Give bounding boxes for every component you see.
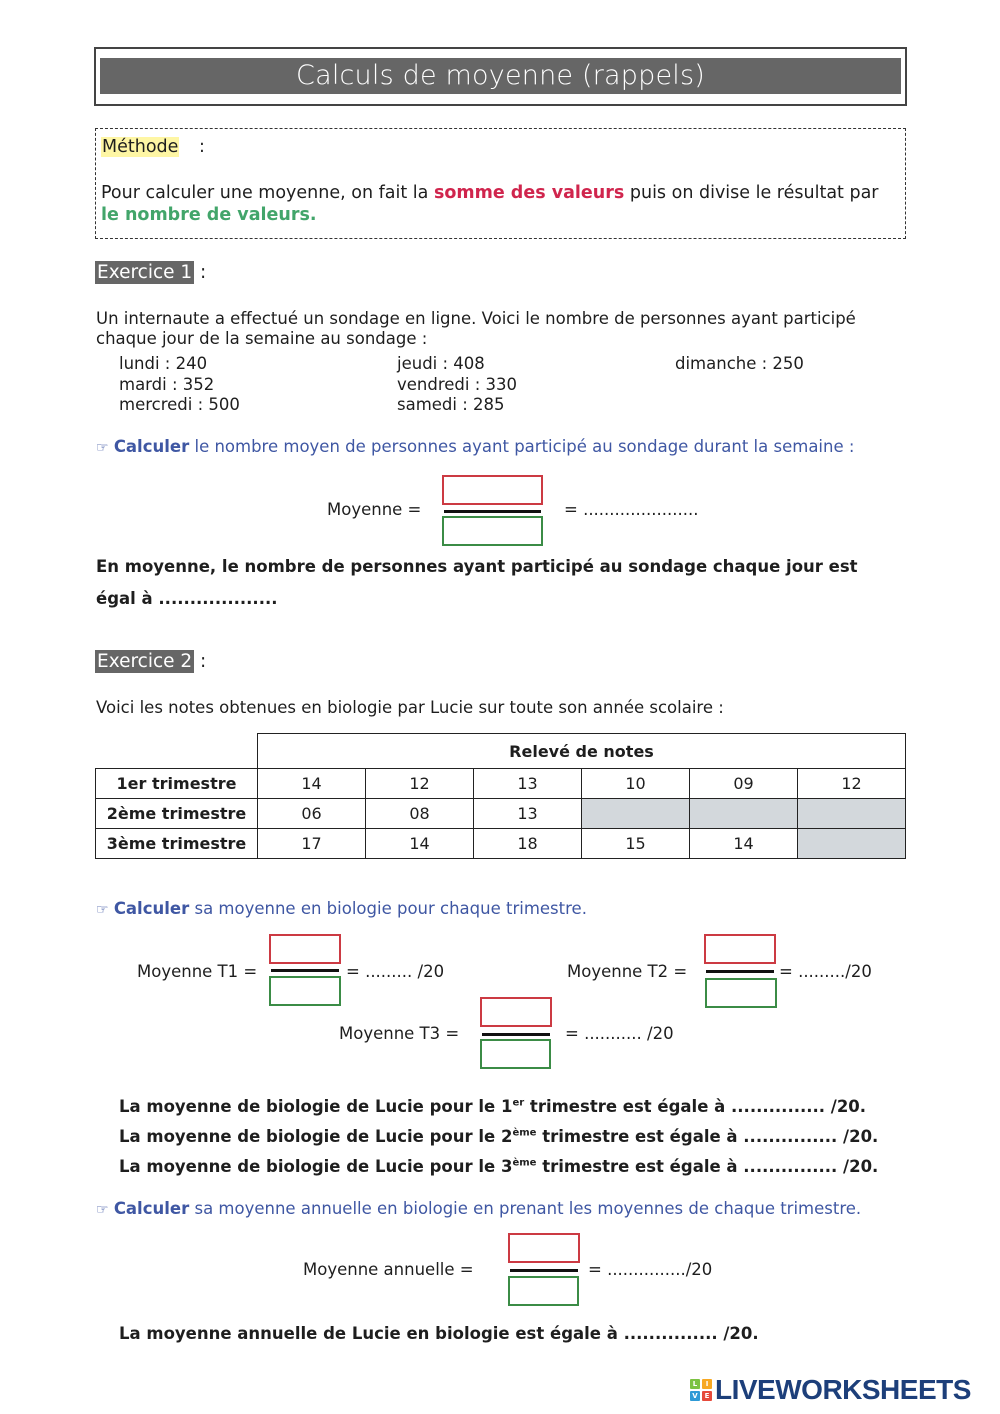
formula-result[interactable]: = ......................	[564, 500, 699, 519]
day-lundi: lundi : 240	[119, 354, 208, 373]
method-text: Pour calculer une moyenne, on fait la somme des valeurs puis on divise le résultat par le nombre de valeurs.	[101, 183, 879, 225]
exercise2-heading: Exercice 2 :	[97, 651, 207, 672]
formula-t2-label: Moyenne T2 =	[567, 962, 688, 981]
empty-grade-cell	[690, 799, 798, 829]
grade-cell: 14	[690, 829, 798, 859]
exercise1-instruction: ☞ Calculer le nombre moyen de personnes ayant participé au sondage durant la semaine :	[96, 437, 855, 456]
grade-cell: 06	[258, 799, 366, 829]
fraction-bar	[482, 1033, 550, 1036]
t1-numerator-input[interactable]	[269, 934, 341, 964]
exercise2-intro: Voici les notes obtenues en biologie par Lucie sur toute son année scolaire :	[96, 698, 724, 717]
grades-table	[95, 733, 906, 859]
exercise1-conclusion-line2[interactable]: égal à ...................	[96, 589, 278, 608]
grade-cell: 18	[474, 829, 582, 859]
annual-conclusion[interactable]: La moyenne annuelle de Lucie en biologie est égale à ............... /20.	[119, 1324, 759, 1343]
formula-annual-label: Moyenne annuelle =	[303, 1260, 474, 1279]
table-header-row	[96, 734, 906, 769]
pointing-hand-icon: ☞	[96, 1202, 109, 1218]
exercise2-instruction1: ☞ Calculer sa moyenne en biologie pour chaque trimestre.	[96, 899, 587, 918]
t2-denominator-input[interactable]	[705, 978, 777, 1008]
t1-denominator-input[interactable]	[269, 976, 341, 1006]
annual-numerator-input[interactable]	[508, 1233, 580, 1263]
grade-cell: 10	[582, 769, 690, 799]
page-title: Calculs de moyenne (rappels)	[100, 58, 901, 94]
denominator-input[interactable]	[442, 516, 543, 546]
grade-cell: 13	[474, 769, 582, 799]
grade-cell: 09	[690, 769, 798, 799]
fraction-bar	[706, 970, 774, 973]
day-dimanche: dimanche : 250	[675, 354, 804, 373]
method-label: Méthode	[102, 137, 179, 157]
grade-cell: 17	[258, 829, 366, 859]
day-jeudi: jeudi : 408	[397, 354, 485, 373]
table-header: Relevé de notes	[258, 734, 906, 769]
exercise1-intro: Un internaute a effectué un sondage en ligne. Voici le nombre de personnes ayant participé chaque jour de la semaine au sondage :	[96, 309, 856, 348]
method-colon: :	[199, 137, 205, 157]
pointing-hand-icon: ☞	[96, 902, 109, 918]
formula-t2-result[interactable]: = ........./20	[779, 962, 872, 981]
formula-t1-result[interactable]: = ......... /20	[346, 962, 445, 981]
day-samedi: samedi : 285	[397, 395, 505, 414]
table-row	[96, 799, 906, 829]
logo-squares-icon: L I V E	[690, 1379, 712, 1401]
formula-label: Moyenne =	[327, 500, 422, 519]
exercise1-heading: Exercice 1 :	[97, 262, 207, 283]
formula-t3-result[interactable]: = ........... /20	[565, 1024, 674, 1043]
logo-text: LIVEWORKSHEETS	[715, 1374, 971, 1405]
exercise1-conclusion-line1: En moyenne, le nombre de personnes ayant participé au sondage chaque jour est	[96, 557, 858, 576]
table-row	[96, 829, 906, 859]
row-label: 2ème trimestre	[96, 799, 258, 829]
day-vendredi: vendredi : 330	[397, 375, 518, 394]
grade-cell: 08	[366, 799, 474, 829]
formula-annual-result[interactable]: = .............../20	[588, 1260, 713, 1279]
liveworksheets-logo	[690, 1374, 971, 1406]
grade-cell: 12	[366, 769, 474, 799]
formula-t1-label: Moyenne T1 =	[137, 962, 258, 981]
grade-cell: 13	[474, 799, 582, 829]
pointing-hand-icon: ☞	[96, 440, 109, 456]
t3-conclusion[interactable]: La moyenne de biologie de Lucie pour le 3ème trimestre est égale à ............... /20.	[119, 1157, 879, 1176]
day-mercredi: mercredi : 500	[119, 395, 240, 414]
highlight-count: le nombre de valeurs.	[101, 205, 317, 225]
fraction-bar	[444, 510, 541, 513]
annual-denominator-input[interactable]	[508, 1276, 579, 1306]
empty-grade-cell	[582, 799, 690, 829]
t2-conclusion[interactable]: La moyenne de biologie de Lucie pour le 2ème trimestre est égale à ............... /20.	[119, 1127, 879, 1146]
t3-numerator-input[interactable]	[480, 997, 552, 1027]
fraction-bar	[510, 1269, 578, 1272]
table-row	[96, 769, 906, 799]
highlight-sum: somme des valeurs	[433, 183, 625, 203]
grade-cell: 14	[258, 769, 366, 799]
exercise2-instruction2: ☞ Calculer sa moyenne annuelle en biologie en prenant les moyennes de chaque trimestre.	[96, 1199, 862, 1218]
grade-cell: 14	[366, 829, 474, 859]
grade-cell: 12	[798, 769, 906, 799]
row-label: 3ème trimestre	[96, 829, 258, 859]
day-mardi: mardi : 352	[119, 375, 215, 394]
row-label: 1er trimestre	[96, 769, 258, 799]
numerator-input[interactable]	[442, 475, 543, 505]
empty-grade-cell	[798, 829, 906, 859]
formula-t3-label: Moyenne T3 =	[339, 1024, 460, 1043]
table-corner	[96, 734, 258, 769]
t1-conclusion[interactable]: La moyenne de biologie de Lucie pour le 1er trimestre est égale à ............... /20.	[119, 1097, 867, 1116]
grade-cell: 15	[582, 829, 690, 859]
t3-denominator-input[interactable]	[480, 1039, 551, 1069]
fraction-bar	[271, 969, 339, 972]
empty-grade-cell	[798, 799, 906, 829]
t2-numerator-input[interactable]	[704, 934, 776, 964]
